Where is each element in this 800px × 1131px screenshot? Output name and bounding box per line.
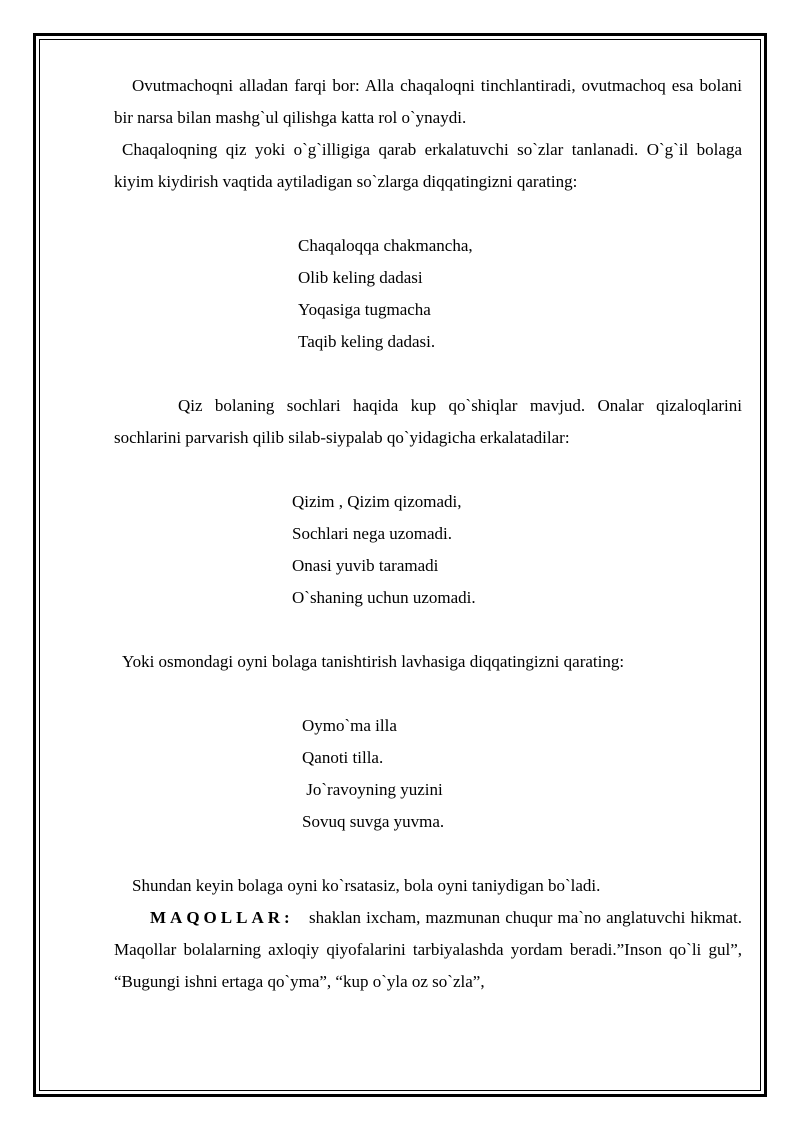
poem-line: Sochlari nega uzomadi.	[292, 524, 453, 543]
poem-line: Taqib keling dadasi.	[298, 332, 436, 351]
poem-line: Oymo`ma illa	[302, 716, 397, 735]
paragraph-4: Yoki osmondagi oyni bolaga tanishtirish lavhasiga diqqatingizni qarating:	[122, 652, 625, 671]
maqollar-heading: MAQOLLAR:	[150, 908, 294, 927]
poem-1	[114, 230, 742, 358]
paragraph-3: Qiz bolaning sochlari haqida kup qo`shiqlar mavjud. Onalar qizaloqlarini sochlarini parvarish qilib silab-siypalab qo`yidagicha erkalatadilar:	[114, 396, 742, 447]
poem-line: Jo`ravoyning yuzini	[302, 780, 443, 799]
maqollar-text: shaklan ixcham, mazmunan chuqur ma`no anglatuvchi hikmat. Maqollar bolalarning axloqiy qiyofalarini tarbiyalashda yordam beradi.”Inson qo`li gul”, “Bugungi ishni ertaga qo`yma”, “kup o`yla oz so`zla”,	[114, 908, 742, 991]
poem-line: Sovuq suvga yuvma.	[302, 812, 445, 831]
poem-3	[114, 710, 742, 838]
poem-line: Chaqaloqqa chakmancha,	[298, 236, 473, 255]
paragraph-1: Ovutmachoqni alladan farqi bor: Alla chaqaloqni tinchlantiradi, ovutmachoq esa bolani bir narsa bilan mashg`ul qilishga katta rol o`ynaydi.	[114, 76, 742, 127]
poem-line: Yoqasiga tugmacha	[298, 300, 431, 319]
document-page	[114, 70, 742, 998]
paragraph-5: Shundan keyin bolaga oyni ko`rsatasiz, bola oyni taniydigan bo`ladi.	[132, 876, 601, 895]
poem-line: Olib keling dadasi	[298, 268, 423, 287]
poem-line: Qanoti tilla.	[302, 748, 384, 767]
paragraph-2: Chaqaloqning qiz yoki o`g`illigiga qarab erkalatuvchi so`zlar tanlanadi. O`g`il bolaga kiyim kiydirish vaqtida aytiladigan so`zlarga diqqatingizni qarating:	[114, 140, 742, 191]
poem-line: O`shaning uchun uzomadi.	[292, 588, 476, 607]
paragraph-6	[114, 902, 742, 998]
poem-line: Onasi yuvib taramadi	[292, 556, 439, 575]
poem-line: Qizim , Qizim qizomadi,	[292, 492, 462, 511]
poem-2	[114, 486, 742, 614]
